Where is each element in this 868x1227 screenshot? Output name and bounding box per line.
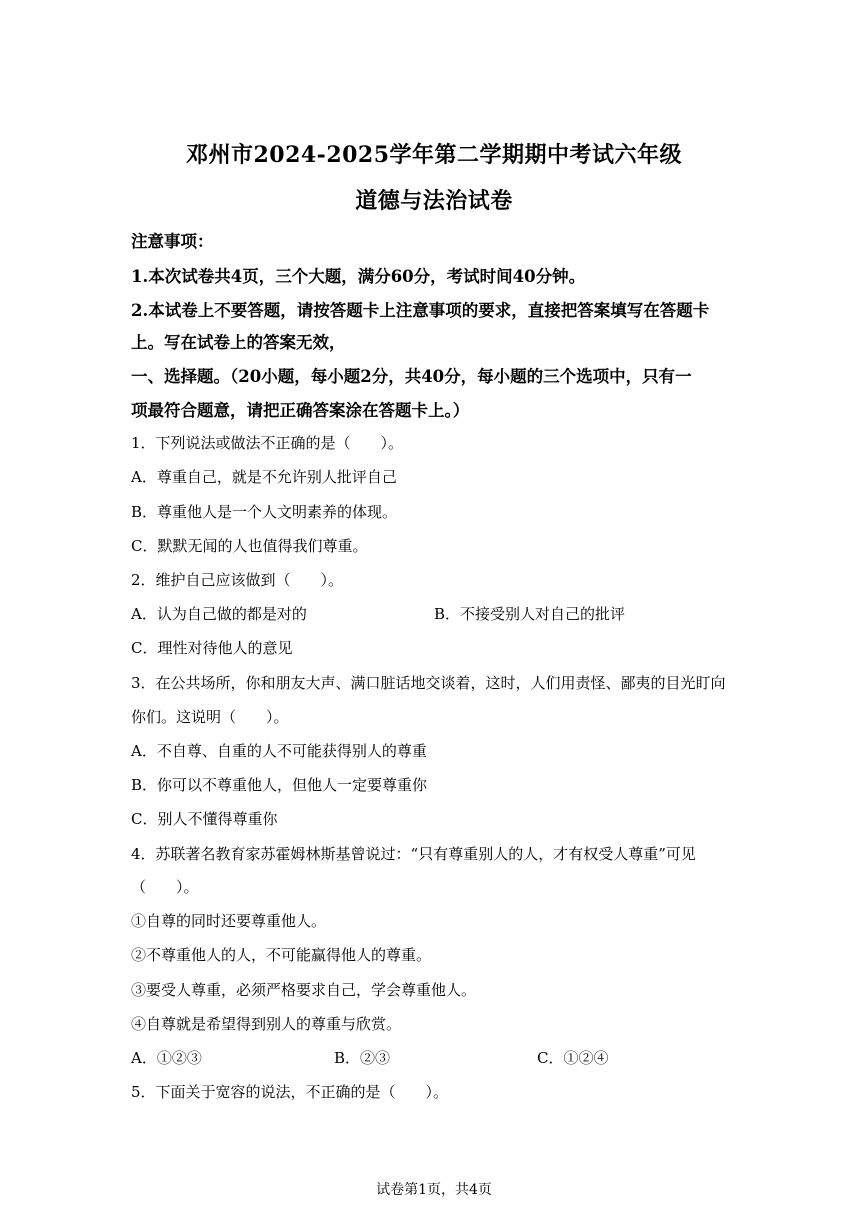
q4-statement-4: ④自尊就是希望得到别人的尊重与欣赏。: [131, 1015, 402, 1033]
q1-option-b: B．尊重他人是一个人文明素养的体现。: [131, 503, 398, 521]
q4-stem-line1: 4．苏联著名教育家苏霍姆林斯基曾说过：“只有尊重别人的人，才有权受人尊重”可见: [131, 845, 696, 863]
q5-stem: 5．下面关于宽容的说法，不正确的是（ ）。: [131, 1083, 449, 1101]
notes-item-1: 1.本次试卷共4页，三个大题，满分60分，考试时间40分钟。: [131, 267, 586, 286]
q4-stem-line2: （ ）。: [131, 878, 199, 896]
section1-heading-line1: 一、选择题。（20小题，每小题2分，共40分，每小题的三个选项中，只有一: [131, 367, 692, 386]
q4-statement-1: ①自尊的同时还要尊重他人。: [131, 912, 327, 930]
q2-option-b: B．不接受别人对自己的批评: [434, 605, 626, 623]
q3-option-c: C．别人不懂得尊重你: [131, 810, 278, 828]
notes-item-2-line2: 上。写在试卷上的答案无效，: [131, 333, 346, 352]
q2-option-a: A．认为自己做的都是对的: [131, 605, 307, 623]
q1-stem: 1．下列说法或做法不正确的是（ ）。: [131, 434, 404, 452]
notes-item-2-line1: 2.本试卷上不要答题，请按答题卡上注意事项的要求，直接把答案填写在答题卡: [131, 301, 710, 320]
q4-option-c: C．①②④: [537, 1049, 609, 1067]
q1-option-a: A．尊重自己，就是不允许别人批评自己: [131, 468, 397, 486]
q3-option-b: B．你可以不尊重他人，但他人一定要尊重你: [131, 776, 428, 794]
q4-statement-3: ③要受人尊重，必须严格要求自己，学会尊重他人。: [131, 981, 477, 999]
page-footer: 试卷第1页，共4页: [376, 1182, 492, 1198]
q4-option-b: B．②③: [334, 1049, 391, 1067]
section1-heading-line2: 项最符合题意，请把正确答案涂在答题卡上。）: [131, 401, 470, 420]
q4-option-a: A．①②③: [131, 1049, 202, 1067]
q3-option-a: A．不自尊、自重的人不可能获得别人的尊重: [131, 742, 427, 760]
q4-statement-2: ②不尊重他人的人，不可能赢得他人的尊重。: [131, 946, 432, 964]
q2-option-c: C．理性对待他人的意见: [131, 639, 293, 657]
q2-stem: 2．维护自己应该做到（ ）。: [131, 571, 344, 589]
notes-heading: 注意事项：: [131, 232, 214, 251]
q1-option-c: C．默默无闻的人也值得我们尊重。: [131, 537, 368, 555]
exam-title: 邓州市2024-2025学年第二学期期中考试六年级: [185, 142, 683, 168]
exam-subtitle: 道德与法治试卷: [355, 188, 513, 214]
q3-stem-line1: 3．在公共场所，你和朋友大声、满口脏话地交谈着，这时，人们用责怪、鄙夷的目光盯向: [131, 674, 726, 692]
q3-stem-line2: 你们。这说明（ ）。: [131, 708, 289, 726]
